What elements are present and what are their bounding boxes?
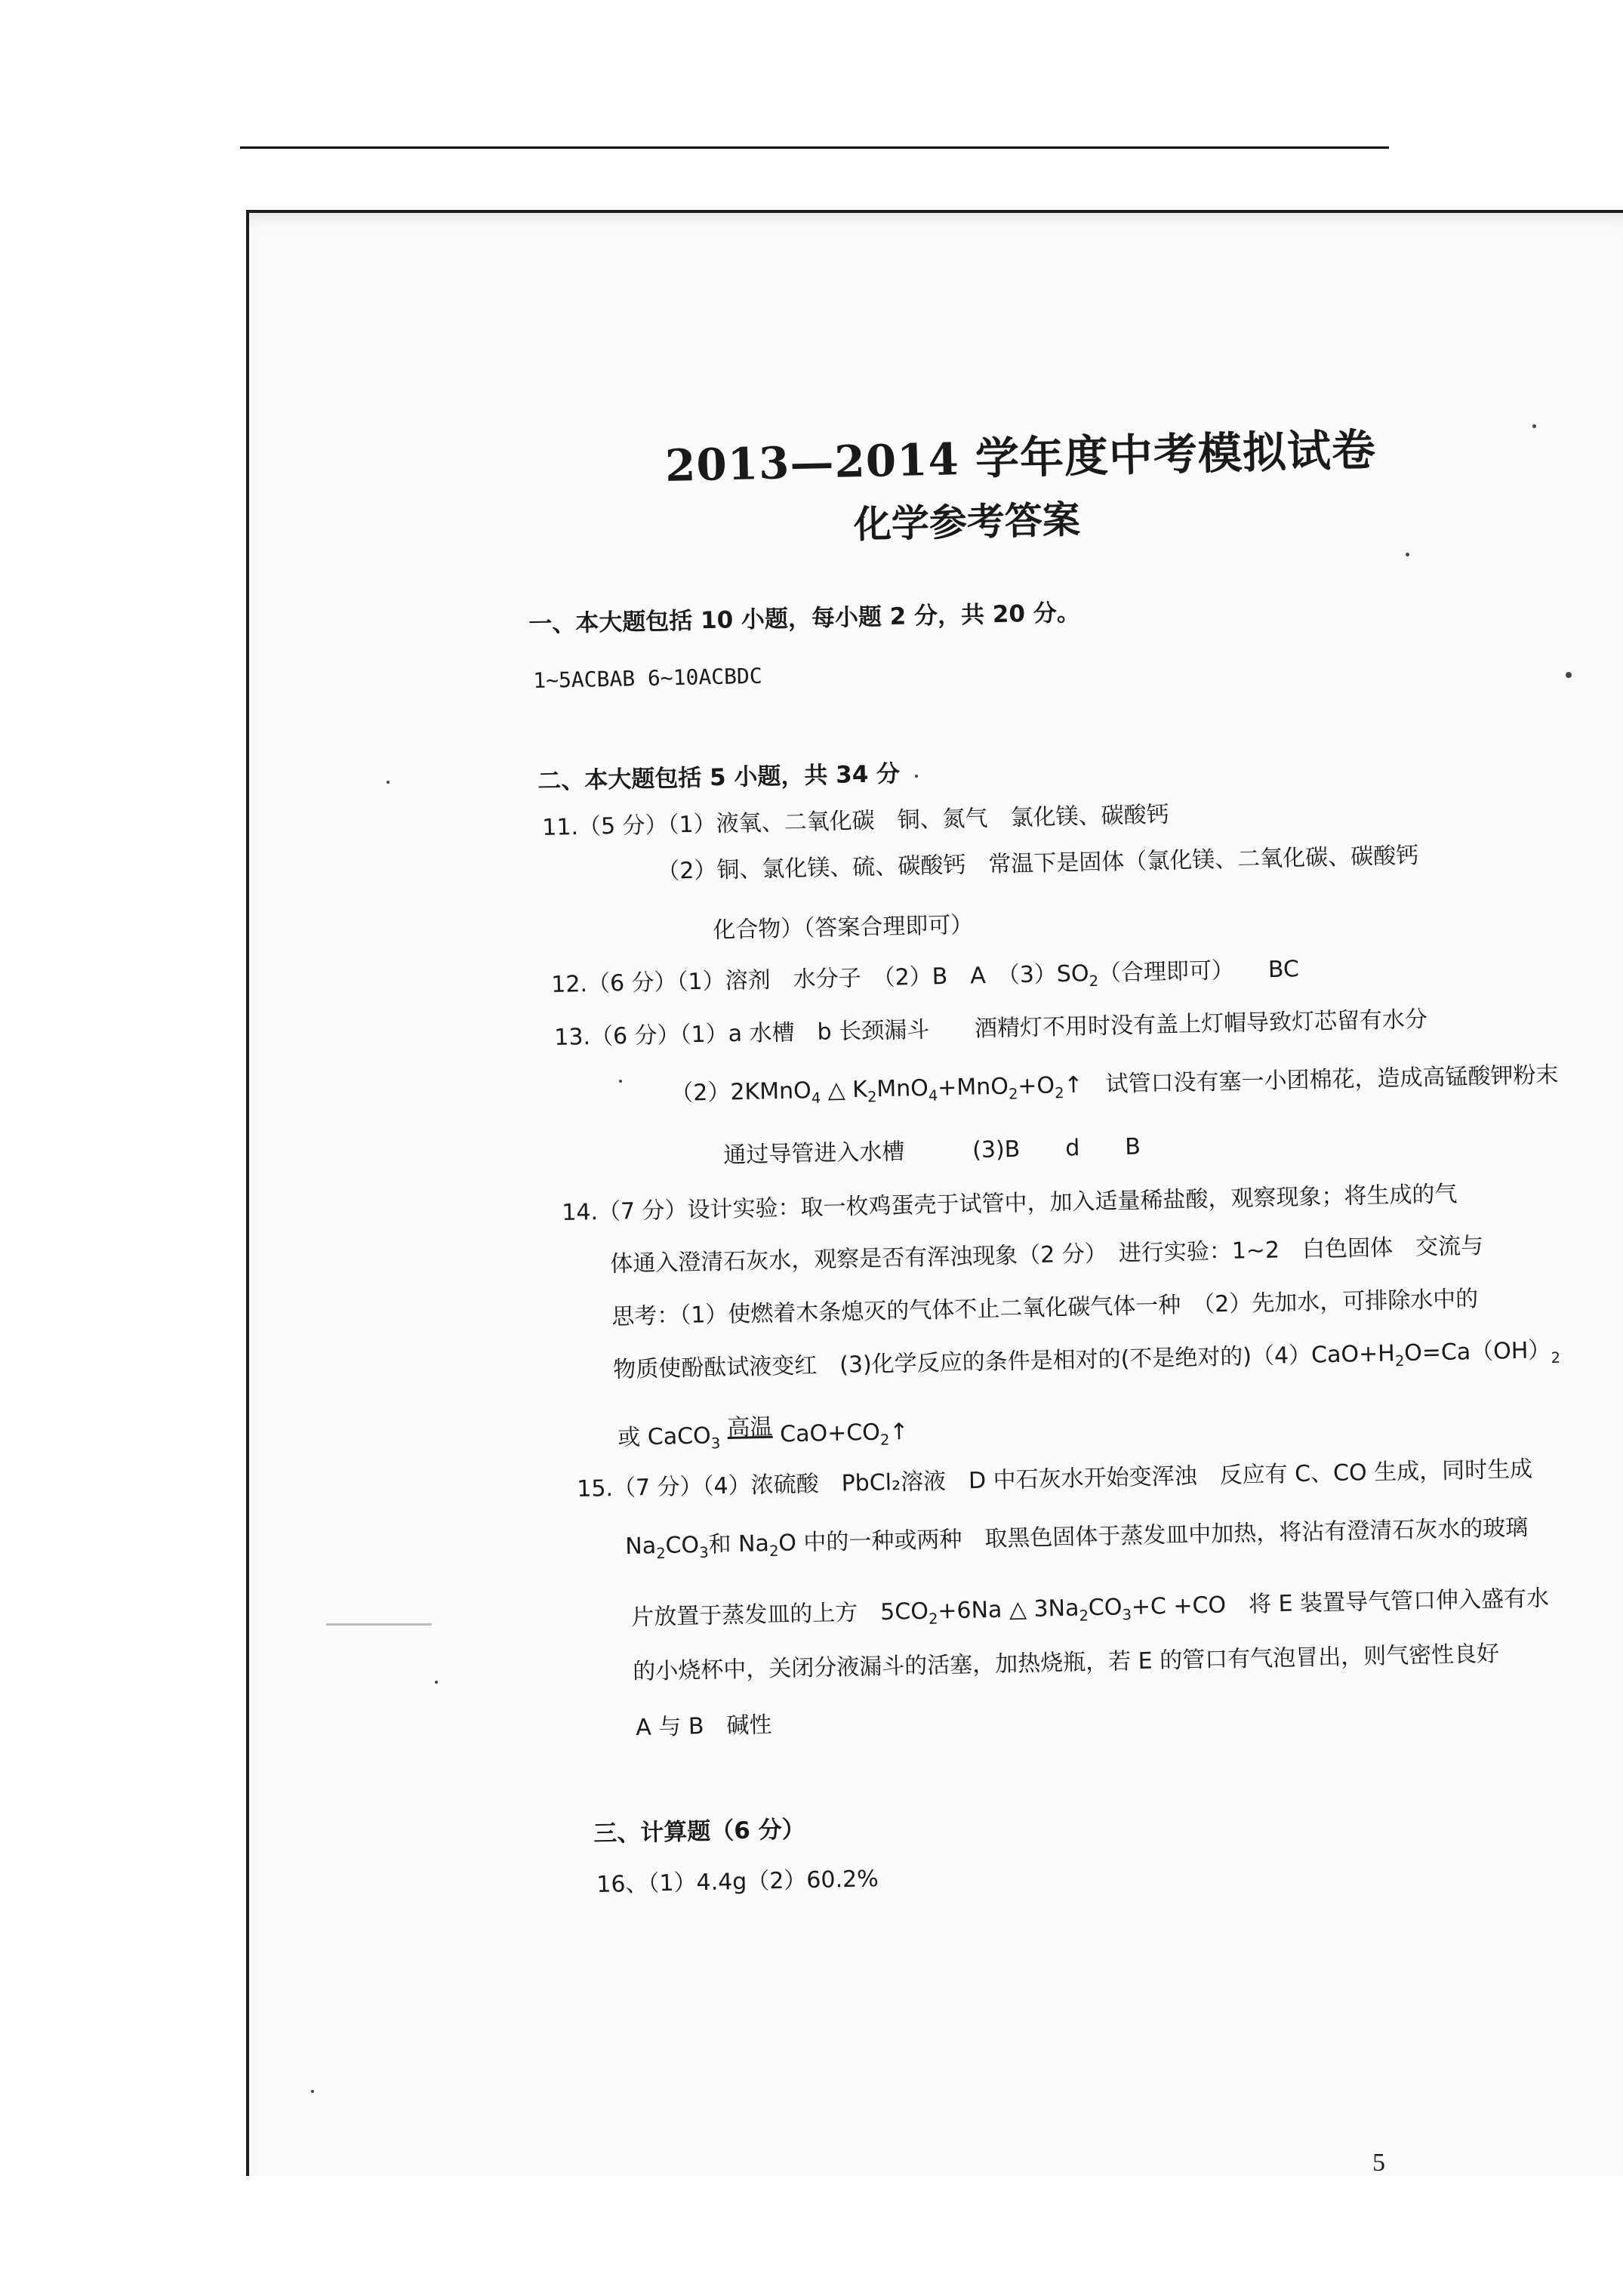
q14-line-1: 14.（7 分）设计实验：取一枚鸡蛋壳于试管中，加入适量稀盐酸，观察现象；将生成的气 <box>561 1181 1458 1226</box>
q13-line-1: 13.（6 分）（1）a 水槽 b 长颈漏斗 酒精灯不用时没有盖上灯帽导致灯芯留有水分 <box>553 1006 1428 1051</box>
scan-speck <box>1406 553 1409 556</box>
q15-line-1: 15.（7 分）（4）浓硫酸 PbCl₂溶液 D 中石灰水开始变浑浊 反应有 C、CO 生成，同时生成 <box>576 1456 1533 1502</box>
subscript: 2 <box>1054 1084 1064 1102</box>
q14-line-3: 思考：（1）使燃着木条熄灭的气体不止二氧化碳气体一种 （2）先加水，可排除水中的 <box>611 1285 1479 1330</box>
document-subtitle: 化学参考答案 <box>853 497 1081 547</box>
q14-text-b: O=Ca（OH） <box>1403 1336 1551 1367</box>
subscript: 2 <box>656 1544 666 1563</box>
heating-symbol: △ <box>827 1077 846 1104</box>
q15-text-c: 和 Na <box>708 1530 770 1558</box>
q15-text-b: CO <box>665 1531 700 1559</box>
page-number: 5 <box>1372 2149 1385 2177</box>
scan-speck <box>435 1681 438 1684</box>
q13-text-a: （2）2KMnO <box>670 1077 812 1107</box>
subscript: 2 <box>867 1088 877 1106</box>
q15-text-i: +C +CO 将 E 装置导气管口伸入盛有水 <box>1131 1585 1550 1621</box>
q13-text-d: +MnO <box>937 1073 1009 1102</box>
q12-text-a: 12.（6 分）（1）溶剂 水分子 （2）B A （3）SO <box>550 960 1089 998</box>
subscript: 2 <box>768 1542 779 1561</box>
scan-speck <box>387 781 390 784</box>
q15-text-e: 片放置于蒸发皿的上方 5CO <box>630 1598 929 1631</box>
q13-line-3: 通过导管进入水槽 (3)B d B <box>722 1133 1141 1169</box>
q16-line: 16、（1）4.4g（2）60.2% <box>596 1866 879 1898</box>
section-1-answers: 1~5ACBAB 6~10ACBDC <box>532 663 762 693</box>
q13-text-e: +O <box>1017 1072 1055 1100</box>
subscript: 3 <box>1122 1606 1132 1624</box>
section-1-heading: 一、本大题包括 10 小题，每小题 2 分，共 20 分。 <box>528 599 1081 638</box>
q15-text-a: Na <box>624 1533 657 1560</box>
subscript: 2 <box>1394 1352 1405 1370</box>
q14-text-d: CaO+CO <box>779 1419 881 1448</box>
q11-line-3: 化合物）（答案合理即可） <box>712 911 974 944</box>
heating-symbol: △ <box>1009 1596 1027 1623</box>
subscript: 2 <box>928 1610 938 1628</box>
scan-speck <box>311 2090 314 2093</box>
subscript: 3 <box>710 1435 721 1453</box>
subscript: 2 <box>1079 1607 1089 1625</box>
header-rule <box>240 146 1389 149</box>
high-temp-condition: 高温 <box>727 1413 773 1441</box>
scan-speck <box>1566 672 1572 678</box>
section-2-heading: 二、本大题包括 5 小题，共 34 分 <box>537 760 901 795</box>
q15-text-h: CO <box>1088 1594 1123 1622</box>
q15-text-g: 3Na <box>1033 1595 1079 1623</box>
scan-speck <box>915 775 918 778</box>
q14-line-2: 体通入澄清石灰水，观察是否有浑浊现象（2 分） 进行实验：1~2 白色固体 交流与 <box>609 1232 1484 1277</box>
subscript: 2 <box>879 1431 890 1449</box>
q15-text-d: O 中的一种或两种 取黑色固体于蒸发皿中加热，将沾有澄清石灰水的玻璃 <box>778 1514 1529 1557</box>
subscript: 4 <box>928 1086 938 1105</box>
document-title: 2013—2014 学年度中考模拟试卷 <box>664 424 1377 492</box>
q14-text-c: 或 CaCO <box>617 1422 712 1451</box>
subscript: 2 <box>1089 972 1099 991</box>
q11-line-1: 11.（5 分）（1）液氧、二氧化碳 铜、氮气 氯化镁、碳酸钙 <box>541 801 1169 841</box>
subscript: 3 <box>699 1543 709 1561</box>
q14-text-a: 物质使酚酞试液变红 (3)化学反应的条件是相对的(不是绝对的)（4）CaO+H <box>612 1340 1396 1383</box>
q12-text-b: （合理即可） BC <box>1098 956 1300 987</box>
section-3-heading: 三、计算题（6 分） <box>593 1816 806 1848</box>
q15-text-f: +6Na <box>937 1596 1002 1625</box>
q13-text-c: MnO <box>876 1074 929 1103</box>
q15-line-5: A 与 B 碱性 <box>635 1712 772 1741</box>
subscript: 4 <box>811 1089 821 1108</box>
q13-text-f: ↑ 试管口没有塞一小团棉花，造成高锰酸钾粉末 <box>1064 1062 1559 1099</box>
q13-text-b: K <box>852 1076 868 1103</box>
scan-speck <box>326 1623 432 1626</box>
scan-speck <box>1532 424 1536 428</box>
q11-line-2: （2）铜、氯化镁、硫、碳酸钙 常温下是固体（氯化镁、二氧化碳、碳酸钙 <box>656 842 1419 885</box>
subscript: 2 <box>1551 1348 1561 1367</box>
scan-speck <box>619 1080 622 1083</box>
q15-line-4: 的小烧杯中，关闭分液漏斗的活塞，加热烧瓶，若 E 的管口有气泡冒出，则气密性良好 <box>632 1640 1500 1685</box>
gas-arrow: ↑ <box>888 1418 909 1446</box>
subscript: 2 <box>1008 1085 1018 1103</box>
